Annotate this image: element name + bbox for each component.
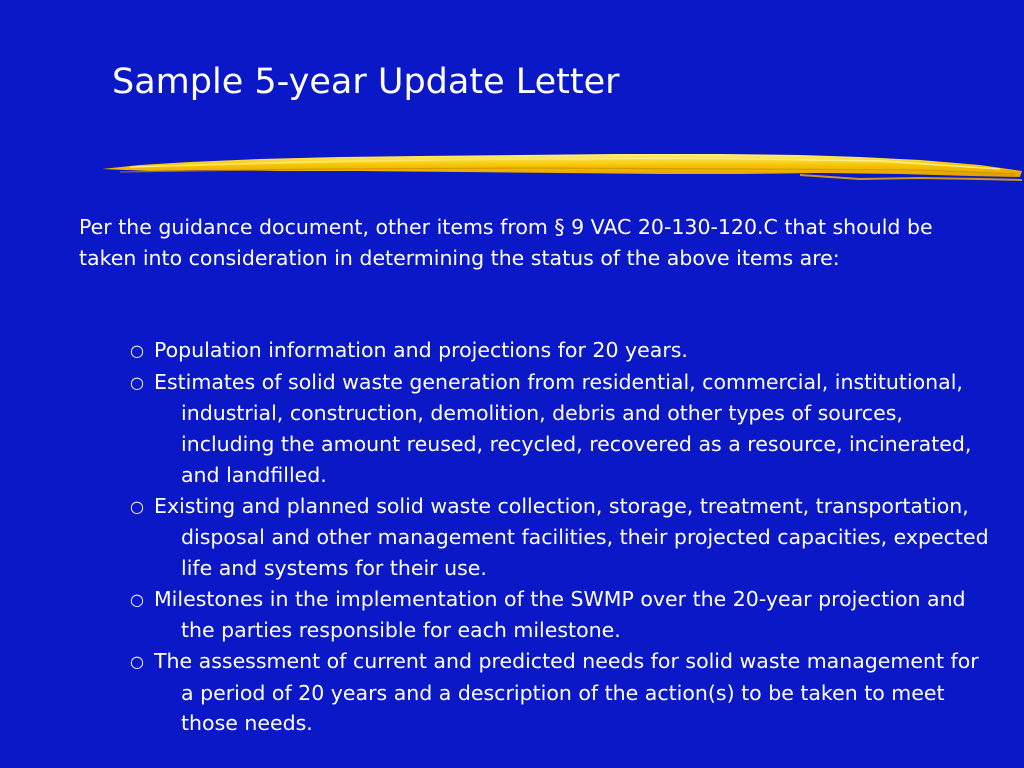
circle-bullet-icon: ○: [130, 372, 144, 392]
circle-bullet-icon: ○: [130, 589, 144, 609]
list-item: [130, 646, 990, 739]
circle-bullet-icon: ○: [130, 341, 144, 360]
slide-title: Sample 5-year Update Letter: [112, 62, 620, 102]
bullet-list: [130, 335, 990, 739]
list-item: [130, 335, 990, 367]
circle-bullet-icon: ○: [130, 496, 144, 516]
intro-paragraph: Per the guidance document, other items from § 9 VAC 20-130-120.C that should be taken into consideration in determining the status of the above items are:: [79, 215, 933, 270]
circle-bullet-icon: ○: [130, 652, 144, 672]
bullet-text: Milestones in the implementation of the SWMP over the 20-year projection and the parties responsible for each milestone.: [154, 586, 966, 643]
bullet-text: The assessment of current and predicted needs for solid waste management for a period of 20 years and a description of the action(s) to be taken to meet those needs.: [154, 649, 979, 736]
list-item: [130, 584, 990, 646]
list-item: [130, 367, 990, 491]
list-item: [130, 491, 990, 584]
brush-stroke-divider: [100, 148, 1024, 188]
bullet-text: Population information and projections for 20 years.: [154, 338, 688, 362]
bullet-text: Existing and planned solid waste collection, storage, treatment, transportation, disposal and other management facilities, their projected capacities, expected life and systems for their use.: [154, 493, 989, 580]
bullet-text: Estimates of solid waste generation from residential, commercial, institutional, industrial, construction, demolition, debris and other types of sources, including the amount reused, recycled, recovered as a resource, incinerated, and landfilled.: [154, 369, 972, 487]
